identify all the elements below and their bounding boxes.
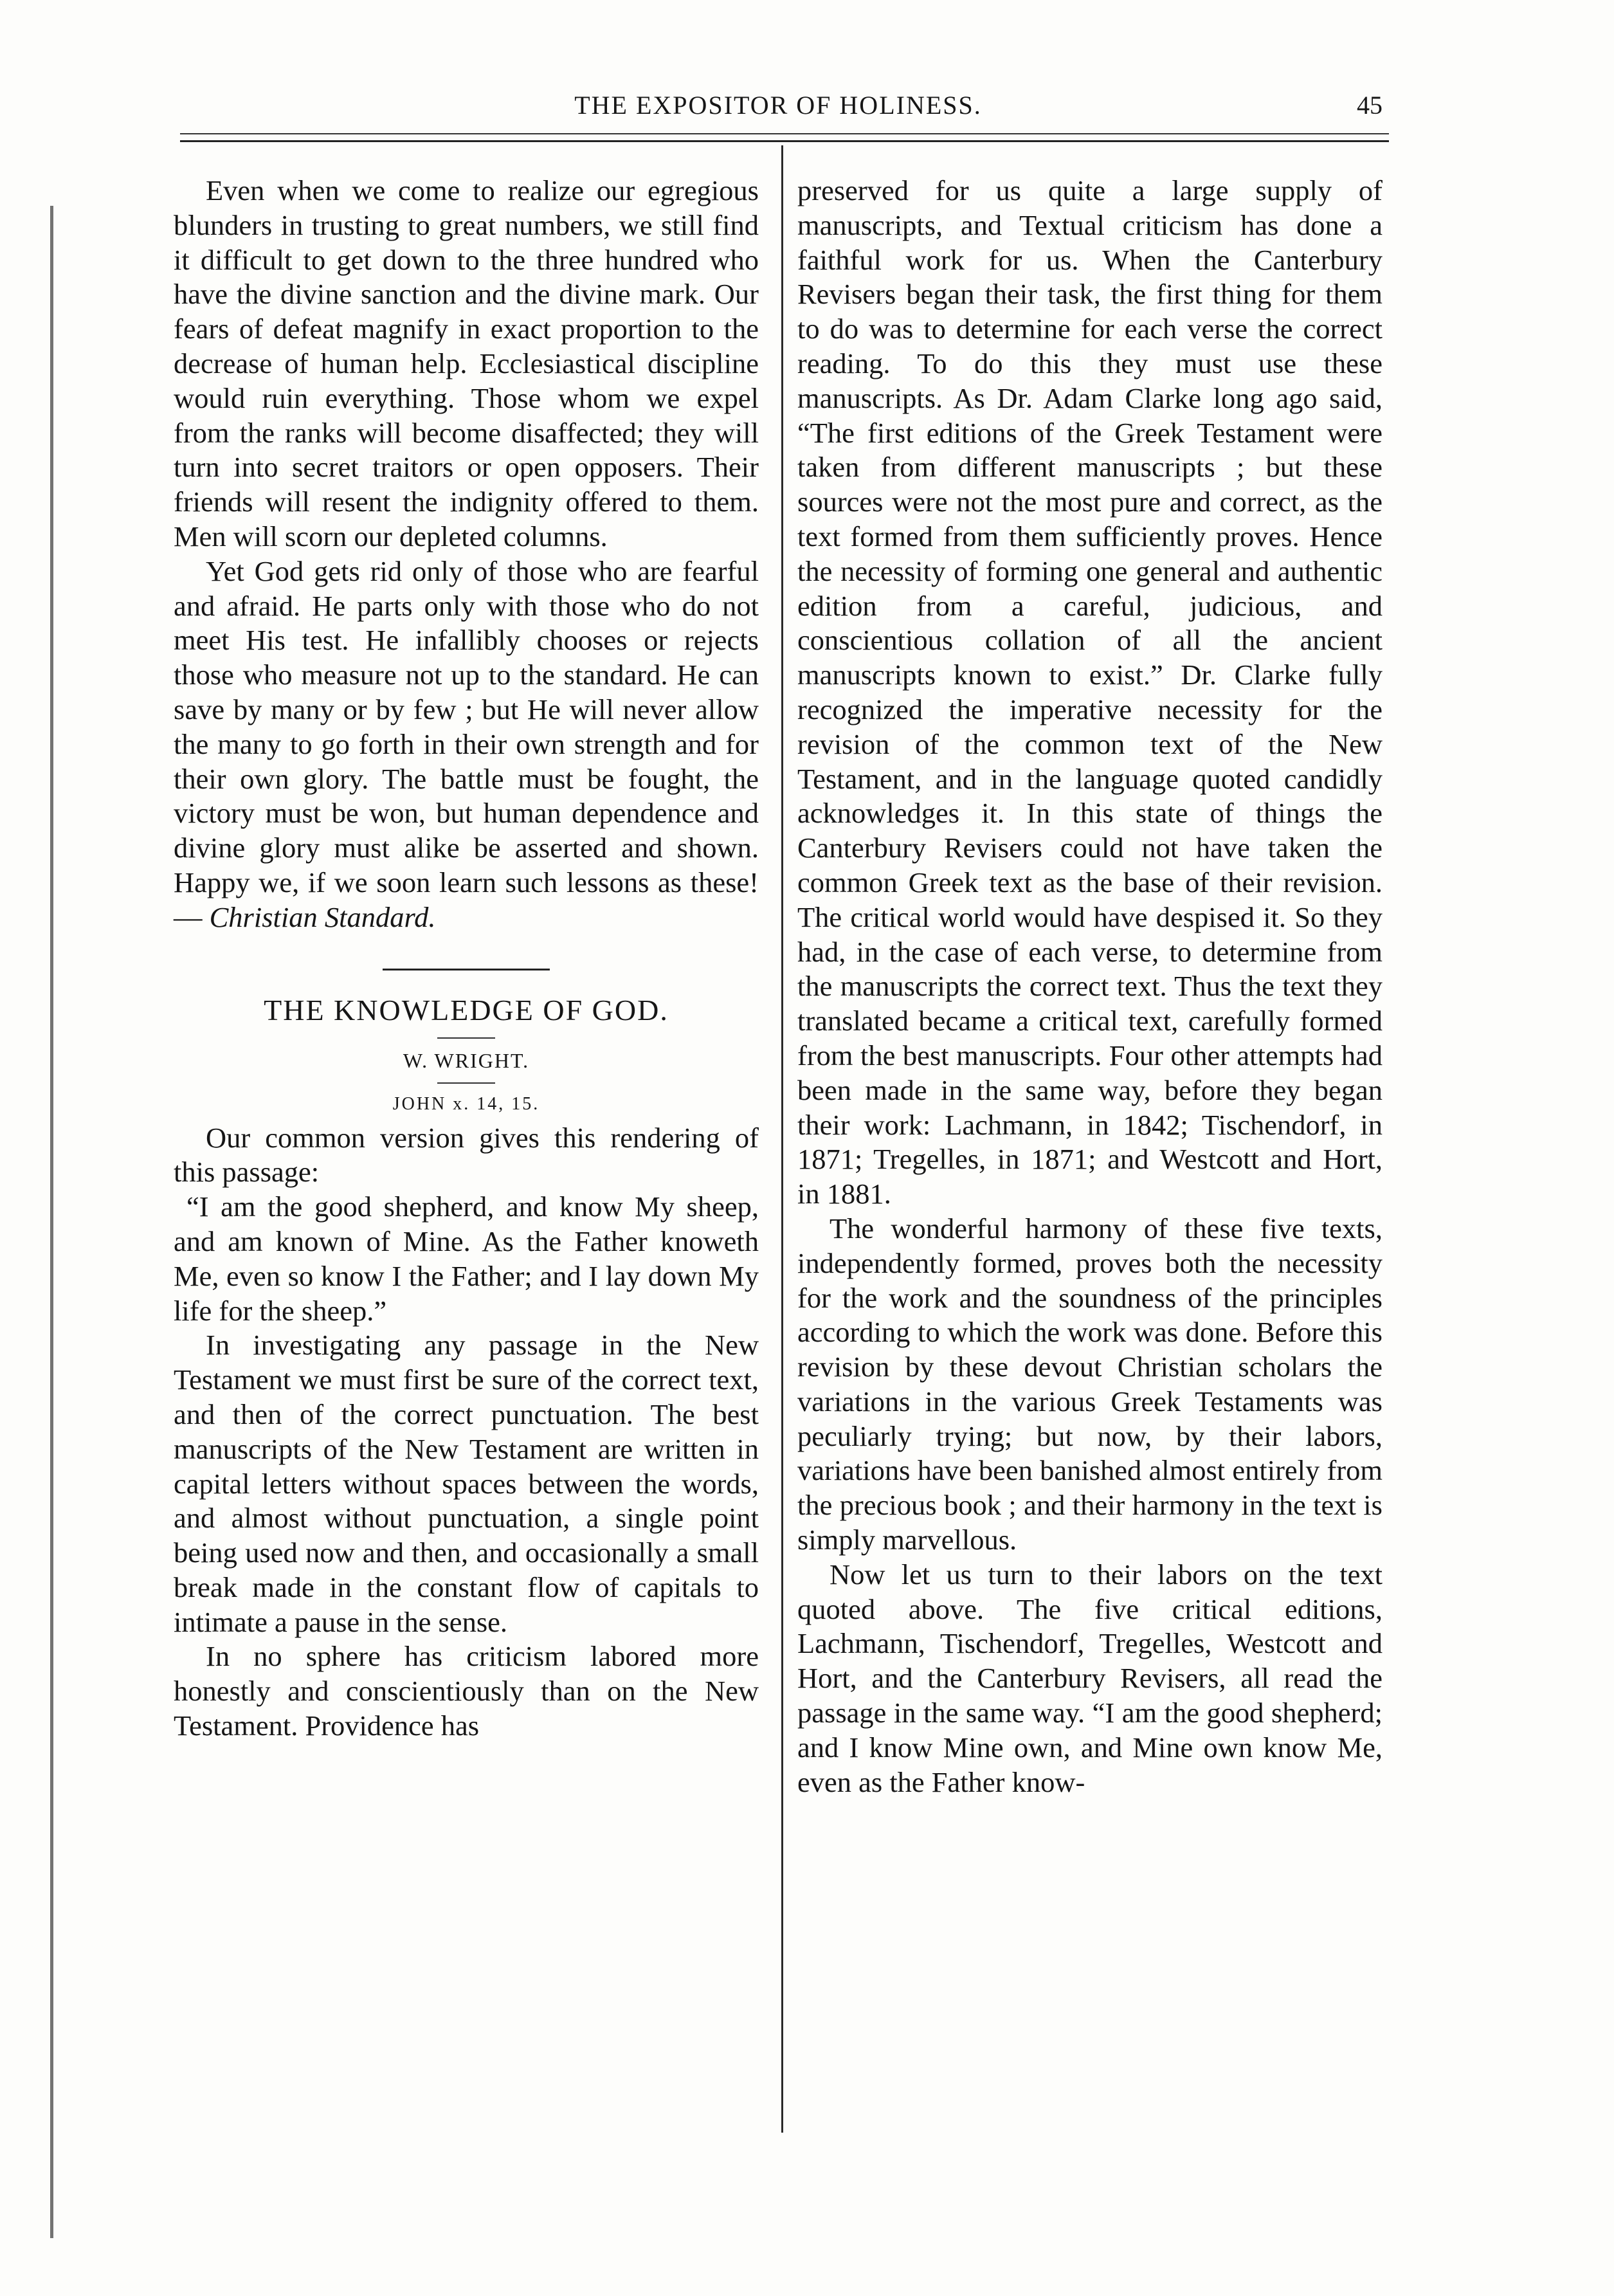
paragraph: In investigating any passage in the New Testament we must first be sure of the correct text, and then of the correct punctuation. The best manuscripts of the New Testament are written in capital letters without spaces between the words, and almost without punctuation, a single point being used now and then, and occasionally a small break made in the constant flow of capitals to intimate a pause in the sense. xyxy=(174,1329,759,1638)
scripture-quote: “I am the good shepherd, and know My sheep, and am known of Mine. As the Father knoweth Me, even so know I the Father; and I lay down My life for the sheep.” xyxy=(174,1190,759,1327)
paragraph-text: Yet God gets rid only of those who are fearful and afraid. He parts only with those who do not meet His test. He infallibly chooses or rejects those who measure not up to the standard. He can save by many or by few ; but He will never allow the many to go forth in their own strength and for their own glory. The battle must be fought, the victory must be won, but human dependence and divine glory must alike be asserted and shown. Happy we, if we soon learn such lessons as these!— xyxy=(174,554,759,933)
byline-separator xyxy=(437,1082,495,1084)
page-header xyxy=(174,90,1383,129)
paragraph-continued: preserved for us quite a large supply of manuscripts, and Textual criticism has done a faithful work for us. When the Canterbury Revisers began their task, the first thing for them to do was to determine for each verse the correct reading. To do this they must use these manuscripts. As Dr. Adam Clarke long ago said, “The first editions of the Greek Testament were taken from different manuscripts ; but these sources were not the most pure and correct, as the text formed from them sufficiently proves. Hence the necessity of forming one general and authentic edition from a careful, judicious, and conscientious collation of all the ancient manuscripts known to exist.” Dr. Clarke fully recognized the imperative necessity for the revision of the common text of the New Testament, and in the language quoted candidly acknowledges it. In this state of things the Canterbury Revisers could not have taken the common Greek text as the base of their revision. The critical world would have despised it. So they had, in the case of each verse, to determine from the manuscripts the correct text. Thus the text they translated became a critical text, carefully formed from the best manuscripts. Four other attempts had been made in the same way, before they began their work: Lachmann, in 1842; Tischendorf, in 1871; Tregelles, in 1871; and Westcott and Hort, in 1881. xyxy=(797,174,1383,1210)
right-column xyxy=(797,174,1383,1799)
left-column xyxy=(174,174,759,1744)
paragraph: Our common version gives this rendering of this passage: xyxy=(174,1121,759,1189)
source-attribution: Christian Standard. xyxy=(209,900,436,933)
header-rule-top xyxy=(180,133,1389,134)
paragraph: The wonderful harmony of these five texts, independently formed, proves both the necessity for the work and the soundness of the principles according to which the work was done. Before this revision by these devout Christian scholars the variations in the various Greek Testaments was peculiarly trying; but now, by their labors, variations have been banished almost entirely from the precious book ; and their harmony in the text is simply marvellous. xyxy=(797,1212,1383,1556)
page-number: 45 xyxy=(1357,91,1383,120)
paragraph: Even when we come to realize our egregious blunders in trusting to great numbers, we still find it difficult to get down to the three hundred who have the divine sanction and the divine mark. Our fears of defeat magnify in exact proportion to the decrease of human help. Ecclesiastical discipline would ruin everything. Those whom we expel from the ranks will become disaffected; they will turn into secret traitors or open opposers. Their friends will resent the indignity offered to them. Men will scorn our depleted columns. xyxy=(174,174,759,552)
author-byline: W. WRIGHT. xyxy=(403,1048,530,1072)
running-title: THE EXPOSITOR OF HOLINESS. xyxy=(574,91,982,120)
scan-binding-edge xyxy=(50,206,53,2238)
paragraph: Now let us turn to their labors on the text quoted above. The five critical editions, Lachmann, Tischendorf, Tregelles, Westcott and Hort, and the Canterbury Revisers, all read the passage in the same way. “I am the good shepherd; and I know Mine own, and Mine own know Me, even as the Father know- xyxy=(797,1558,1383,1798)
paragraph xyxy=(174,554,759,935)
paragraph: In no sphere has criticism labored more honestly and conscientiously than on the New Testament. Providence has xyxy=(174,1640,759,1742)
section-separator xyxy=(383,969,550,970)
scripture-reference: JOHN x. 14, 15. xyxy=(392,1093,540,1114)
header-rule-bottom xyxy=(180,140,1389,142)
article-title: THE KNOWLEDGE OF GOD. xyxy=(264,993,669,1026)
column-divider xyxy=(781,145,783,2133)
title-separator xyxy=(437,1037,495,1039)
